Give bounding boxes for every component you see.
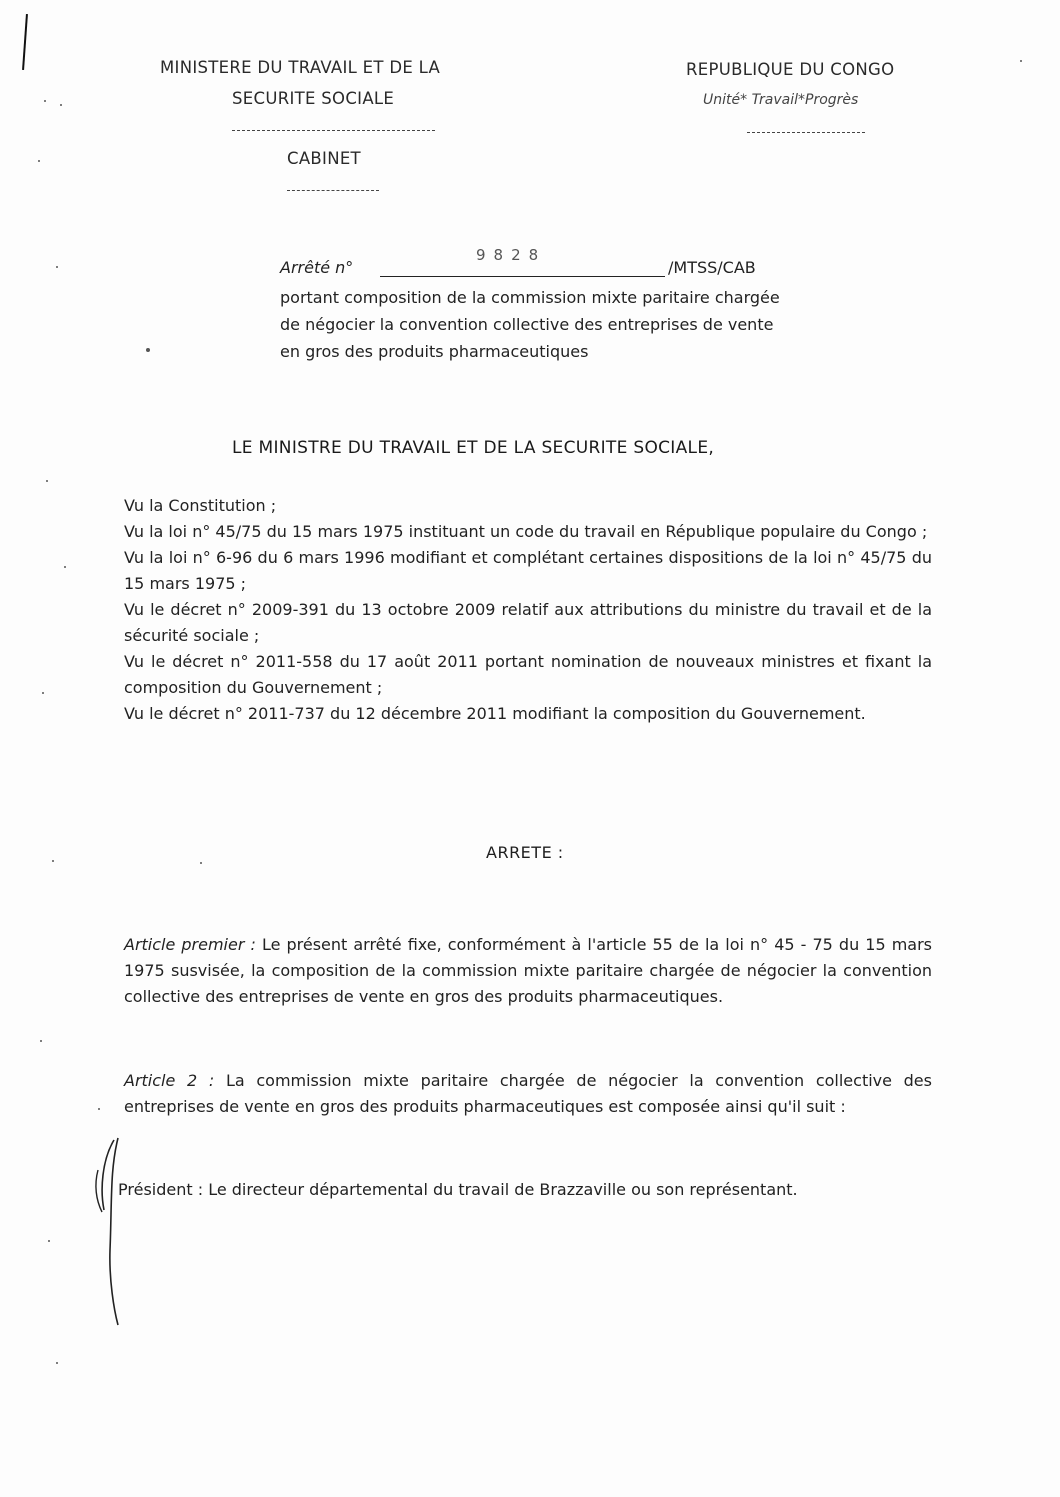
consideration-item: Vu la loi n° 6-96 du 6 mars 1996 modifiant et complétant certaines dispositions de la loi n° 45/75 du 15 mars 1975 ;: [124, 548, 932, 593]
handwritten-margin-mark: [92, 1130, 132, 1330]
scan-speck: [44, 100, 46, 102]
scan-mark-top-left: [22, 14, 28, 70]
decree-suffix: /MTSS/CAB: [668, 258, 756, 277]
president-label: Président :: [118, 1180, 204, 1199]
scan-speck: [64, 566, 66, 568]
minister-title: LE MINISTRE DU TRAVAIL ET DE LA SECURITE SOCIALE,: [232, 438, 715, 458]
scan-speck: [40, 1040, 42, 1042]
decree-number: 9828: [476, 246, 547, 264]
subject-line: en gros des produits pharmaceutiques: [280, 342, 589, 361]
ministry-separator: [232, 130, 435, 131]
president-text: Le directeur départemental du travail de Brazzaville ou son représentant.: [208, 1180, 798, 1199]
article-1-label: Article premier :: [124, 935, 256, 954]
article-1-text: Le présent arrêté fixe, conformément à l'article 55 de la loi n° 45 - 75 du 15 mars 1975 susvisée, la composition de la commission mixte paritaire chargée de négocier la convention collective des entreprises de vente en gros des produits pharmaceutiques.: [124, 935, 932, 1006]
article-1: [124, 932, 932, 1010]
consideration-item: Vu le décret n° 2009-391 du 13 octobre 2009 relatif aux attributions du ministre du travail et de la sécurité sociale ;: [124, 600, 932, 645]
scan-speck: [98, 1108, 100, 1110]
scan-speck: [46, 480, 48, 482]
ministry-name-line2: SECURITE SOCIALE: [232, 89, 395, 108]
consideration-item: Vu le décret n° 2011-558 du 17 août 2011 portant nomination de nouveaux ministres et fixant la composition du Gouvernement ;: [124, 652, 932, 697]
article-2: [124, 1068, 932, 1120]
scan-speck: [48, 1240, 50, 1242]
scan-speck: [146, 348, 150, 352]
decree-prefix: Arrêté n°: [280, 258, 354, 277]
scan-speck: [60, 104, 62, 106]
consideration-item: Vu la Constitution ;: [124, 496, 277, 515]
motto-separator: [747, 132, 865, 133]
article-2-label: Article 2 :: [124, 1071, 215, 1090]
cabinet-label: CABINET: [287, 149, 361, 168]
cabinet-separator: [287, 190, 379, 191]
article-2-text: La commission mixte paritaire chargée de négocier la convention collective des entreprises de vente en gros des produits pharmaceutiques est composée ainsi qu'il suit :: [124, 1071, 932, 1116]
consideration-item: Vu le décret n° 2011-737 du 12 décembre 2011 modifiant la composition du Gouvernement.: [124, 704, 866, 723]
decree-subject: [280, 284, 900, 365]
subject-line: portant composition de la commission mixte paritaire chargée: [280, 288, 780, 307]
consideration-item: Vu la loi n° 45/75 du 15 mars 1975 instituant un code du travail en République populaire du Congo ;: [124, 522, 928, 541]
ministry-name-line1: MINISTERE DU TRAVAIL ET DE LA: [160, 58, 441, 77]
scan-speck: [56, 1362, 58, 1364]
decree-number-underline: [380, 276, 665, 277]
president-line: [118, 1180, 798, 1199]
scan-speck: [38, 160, 40, 162]
scan-speck: [200, 862, 202, 864]
scan-speck: [1020, 60, 1022, 62]
arrete-heading: ARRETE :: [486, 843, 564, 862]
considerations-list: [124, 493, 932, 727]
scan-speck: [42, 692, 44, 694]
national-motto: Unité* Travail*Progrès: [703, 92, 859, 108]
scan-speck: [56, 266, 58, 268]
subject-line: de négocier la convention collective des entreprises de vente: [280, 315, 774, 334]
scan-speck: [52, 860, 54, 862]
article-1-paragraph: [124, 932, 932, 1010]
article-2-paragraph: [124, 1068, 932, 1120]
country-name: REPUBLIQUE DU CONGO: [686, 60, 895, 79]
